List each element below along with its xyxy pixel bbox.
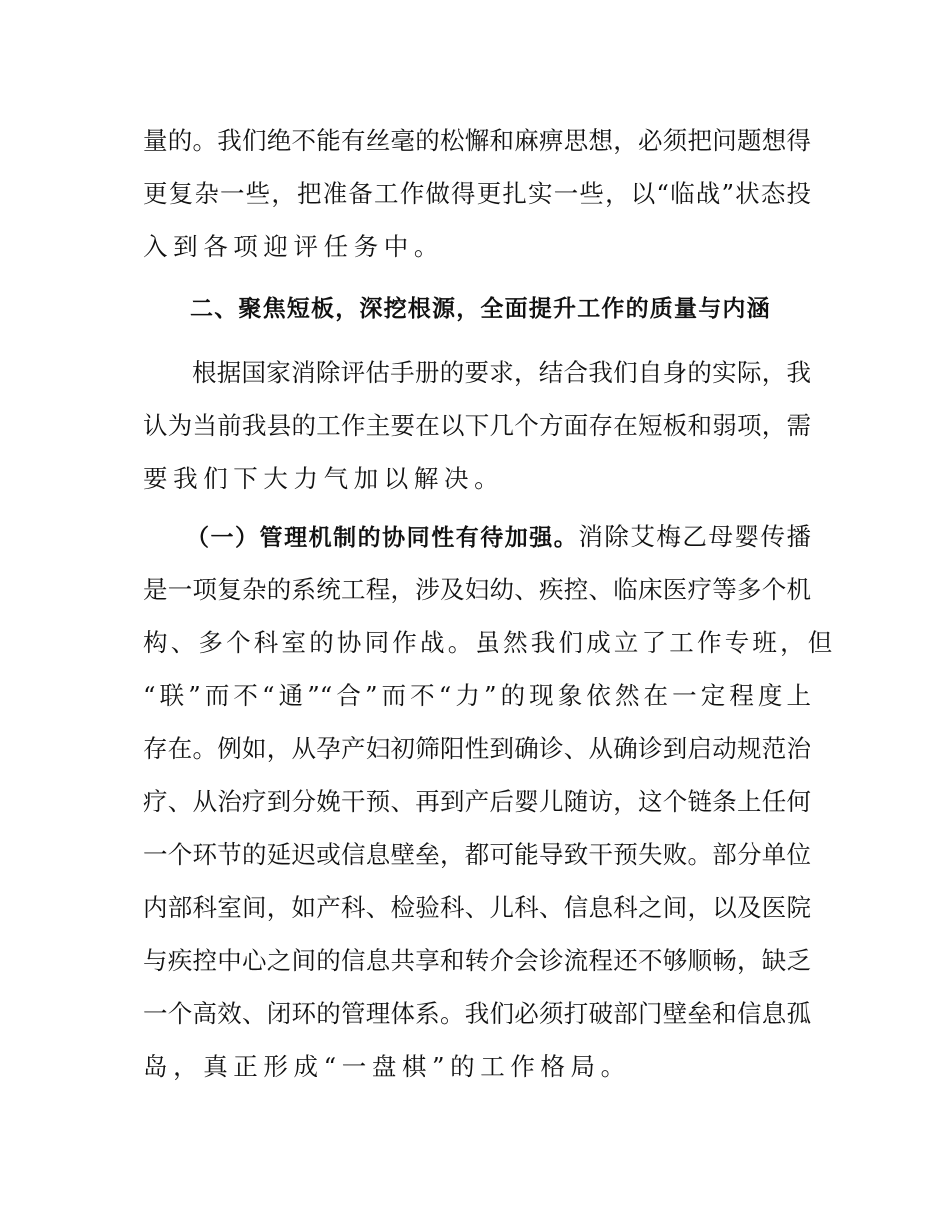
paragraph-line: “联”而不“通”“合”而不“力”的现象依然在一定程度上 [143, 681, 811, 710]
paragraph-line: 一个环节的延迟或信息壁垒，都可能导致干预失败。部分单位 [143, 840, 811, 869]
paragraph-line: 是一项复杂的系统工程，涉及妇幼、疾控、临床医疗等多个机 [143, 575, 811, 604]
subsection-lead-rest: 消除艾梅乙母婴传播 [578, 522, 812, 551]
subsection-lead: （一）管理机制的协同性有待加强。 [186, 525, 579, 551]
paragraph-line: 内部科室间，如产科、检验科、儿科、信息科之间，以及医院 [143, 893, 811, 922]
paragraph-line: 疗、从治疗到分娩干预、再到产后婴儿随访，这个链条上任何 [143, 787, 811, 816]
paragraph-line: 一个高效、闭环的管理体系。我们必须打破部门壁垒和信息孤 [143, 999, 811, 1028]
paragraph-line: 存在。例如，从孕产妇初筛阳性到确诊、从确诊到启动规范治 [143, 734, 811, 763]
paragraph-line: 根据国家消除评估手册的要求，结合我们自身的实际，我 [192, 358, 811, 387]
paragraph-line: 要我们下大力气加以解决。 [143, 464, 505, 493]
paragraph-line: 构、多个科室的协同作战。虽然我们成立了工作专班，但 [143, 628, 836, 657]
paragraph-line: 认为当前我县的工作主要在以下几个方面存在短板和弱项，需 [143, 411, 811, 440]
paragraph-line: 岛，真正形成“一盘棋”的工作格局。 [143, 1052, 631, 1081]
paragraph-line: 入到各项迎评任务中。 [143, 232, 444, 261]
paragraph-line: 量的。我们绝不能有丝毫的松懈和麻痹思想，必须把问题想得 [143, 126, 811, 155]
paragraph-line: 更复杂一些，把准备工作做得更扎实一些，以“临战”状态投 [143, 179, 811, 208]
subsection-first-line [186, 520, 811, 554]
section-heading: 二、聚焦短板，深挖根源，全面提升工作的质量与内涵 [190, 296, 771, 322]
paragraph-line: 与疾控中心之间的信息共享和转介会诊流程还不够顺畅，缺乏 [143, 946, 811, 975]
